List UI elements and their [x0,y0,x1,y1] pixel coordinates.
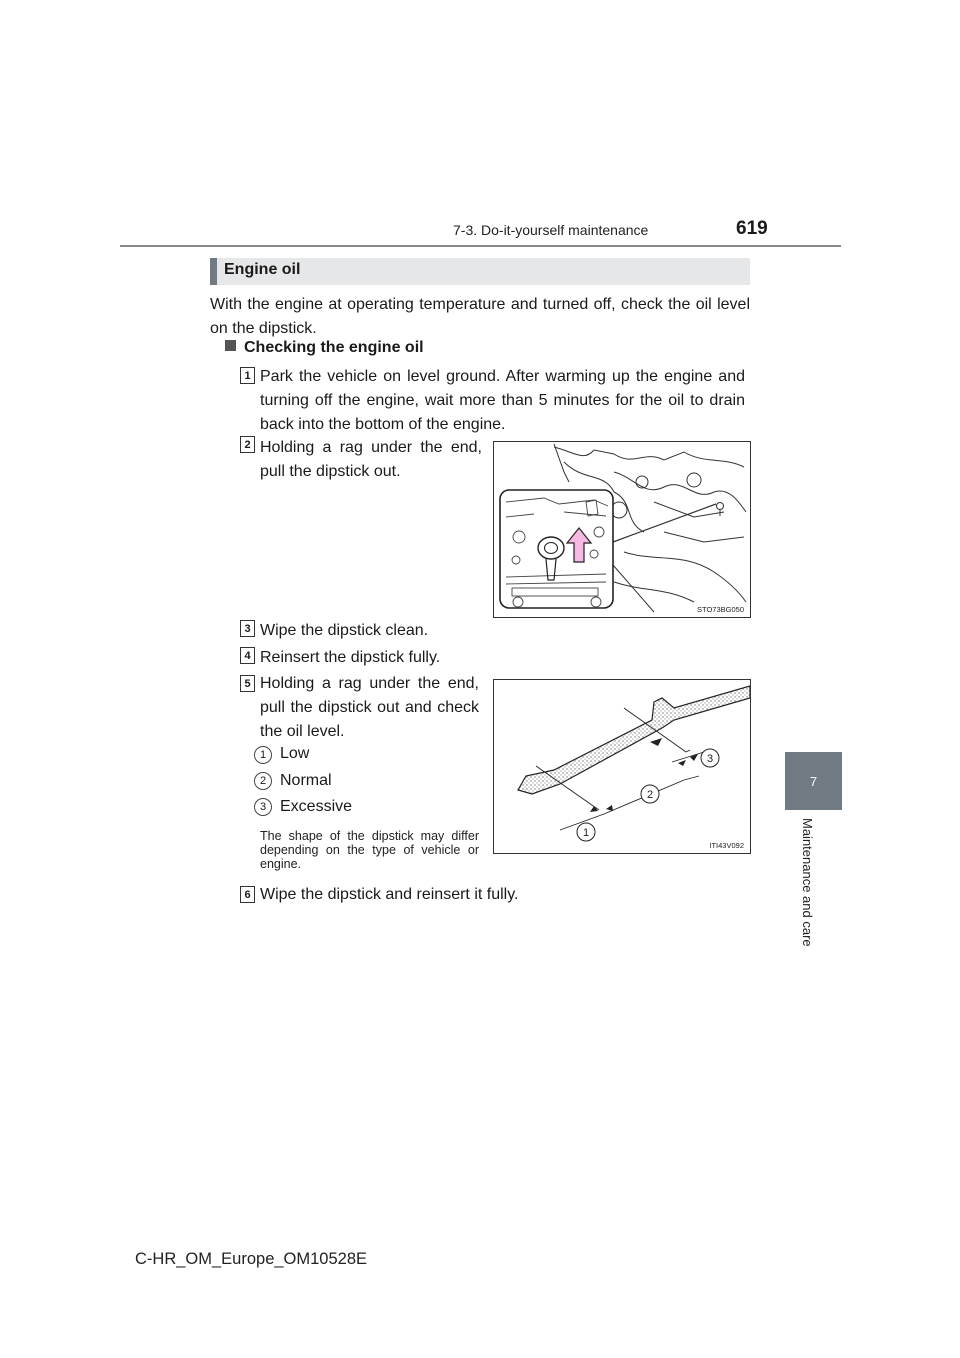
step-number-6: 6 [240,886,255,903]
callout-3: 3 [706,753,714,765]
dipstick-figure-code: ITI43V092 [709,841,744,850]
step-3-text: Wipe the dipstick clean. [260,622,429,639]
step-1-text: Park the vehicle on level ground. After warming up the engine and turning off the engine, wait more than 5 minutes for the oil to drain back into the bottom of the engine. [260,368,745,433]
chapter-title: Maintenance and care [800,818,815,947]
step-5-text: Holding a rag under the end, pull the dipstick out and check the oil level. [260,675,479,740]
engine-drawing [494,442,750,617]
dipstick-drawing [494,680,750,853]
legend-label-excessive: Excessive [280,798,353,815]
header-section-title: 7-3. Do-it-yourself maintenance [453,222,649,238]
subheading [225,339,424,357]
dipstick-note: The shape of the dipstick may differ depending on the type of vehicle or engine. [260,829,479,871]
legend-label-normal: Normal [280,772,332,789]
subheading-text: Checking the engine oil [244,339,424,356]
document-footer: C-HR_OM_Europe_OM10528E [135,1250,368,1268]
chapter-number: 7 [809,773,818,789]
step-number-3: 3 [240,620,255,637]
step-2-text: Holding a rag under the end, pull the dipstick out. [260,439,482,480]
dipstick-ring [538,537,564,559]
page-number: 619 [736,218,768,239]
step-4-text: Reinsert the dipstick fully. [260,649,441,666]
section-title: Engine oil [224,261,301,278]
legend-number-2: 2 [254,772,272,790]
callout-1: 1 [582,827,590,839]
engine-illustration [493,441,751,618]
callout-2: 2 [646,789,654,801]
square-bullet-icon [225,340,236,351]
chapter-tab[interactable] [785,752,842,810]
step-number-5: 5 [240,675,255,692]
header-rule [120,245,841,247]
intro-text: With the engine at operating temperature and turned off, check the oil level on the dipstick. [210,296,750,337]
legend-number-1: 1 [254,746,272,764]
engine-figure-code: STO73BG050 [697,605,744,614]
step-6-text: Wipe the dipstick and reinsert it fully. [260,886,519,903]
legend-number-3: 3 [254,798,272,816]
step-number-1: 1 [240,367,255,384]
dipstick-illustration [493,679,751,854]
step-number-4: 4 [240,647,255,664]
step-number-2: 2 [240,436,255,453]
section-bar-accent [210,258,217,285]
legend-label-low: Low [280,745,310,762]
